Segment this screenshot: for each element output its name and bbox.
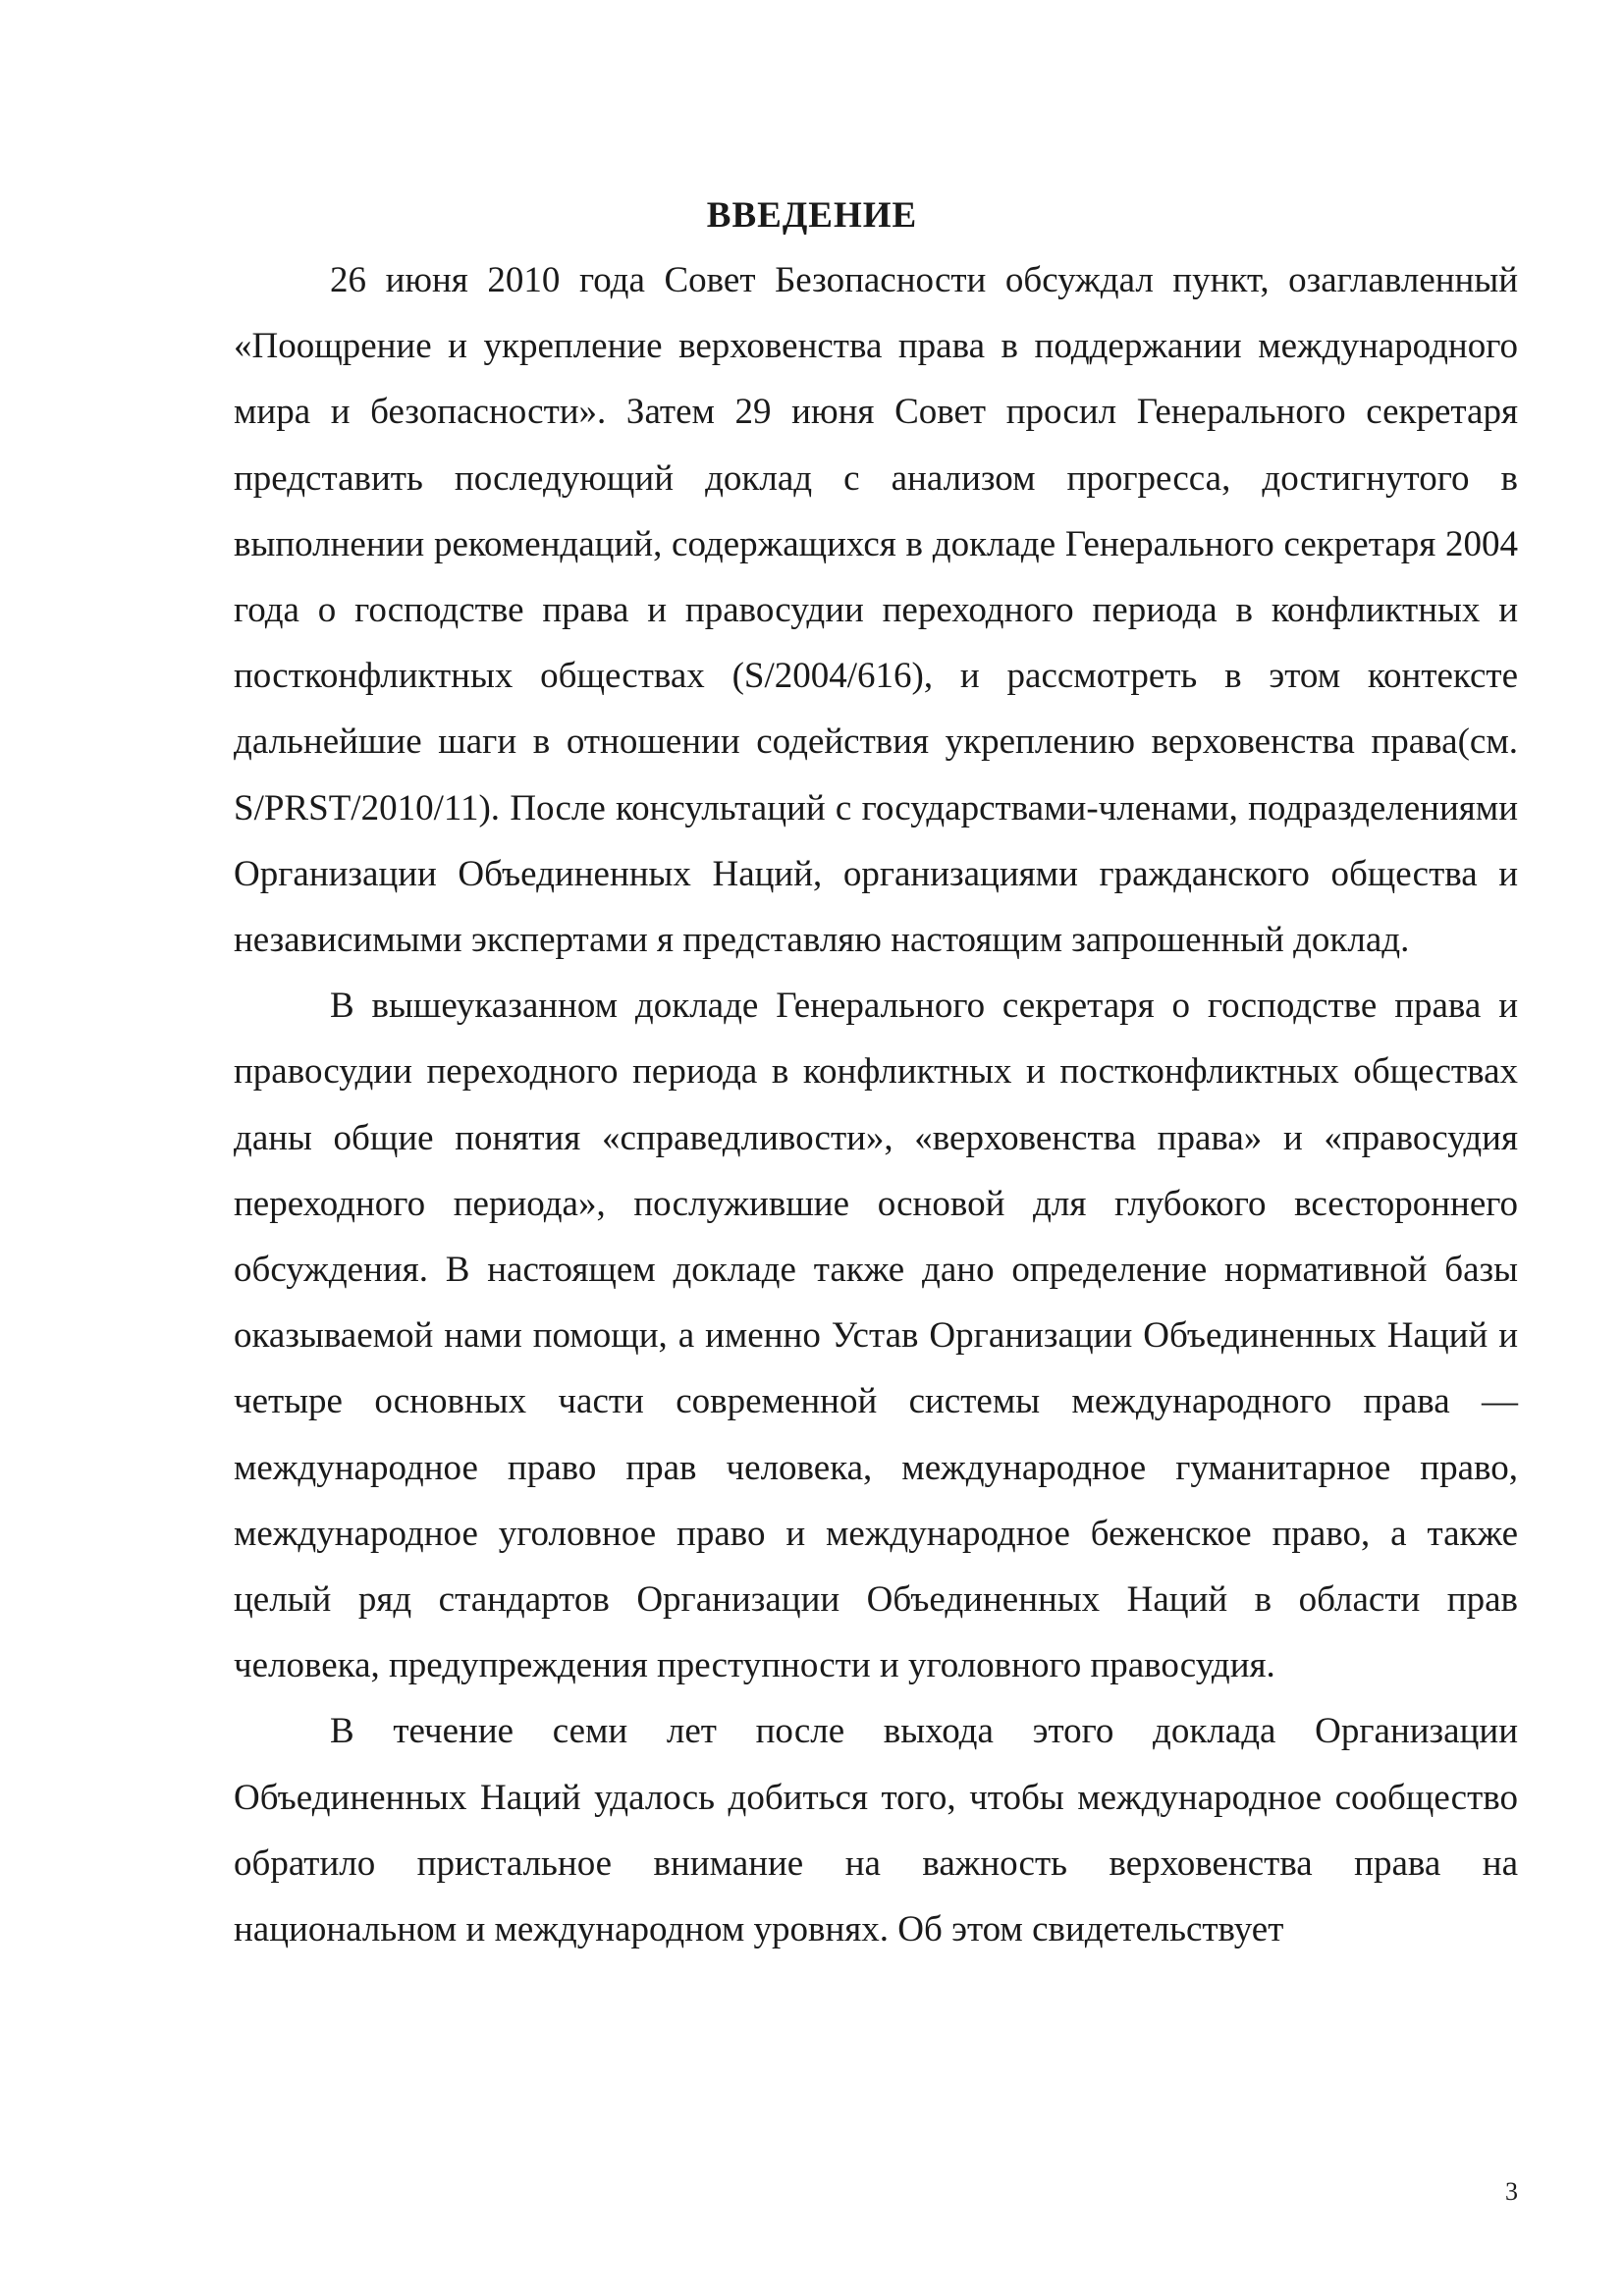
paragraph-2: В вышеуказанном докладе Генерального секретаря о господстве права и правосудии переходного периода в конфликтных и постконфликтных обществах даны общие понятия «справедливости», «верховенства права» и «правосудия переходного периода», послужившие основой для глубокого всестороннего обсуждения. В настоящем докладе также дано определение нормативной базы оказываемой нами помощи, а именно Устав Организации Объединенных Наций и четыре основных части современной системы международного права — международное право прав человека, международное гуманитарное право, международное уголовное право и международное беженское право, а также целый ряд стандартов Организации Объединенных Наций в области прав человека, предупреждения преступности и уголовного правосудия. [234,986,1518,1686]
page-number: 3 [1505,2177,1518,2206]
section-heading: ВВЕДЕНИЕ [706,195,918,236]
document-body [234,247,1518,1962]
paragraph-1: 26 июня 2010 года Совет Безопасности обсуждал пункт, озаглавленный «Поощрение и укрепление верховенства права в поддержании международного мира и безопасности». Затем 29 июня Совет просил Генерального секретаря представить последующий доклад с анализом прогресса, достигнутого в выполнении рекомендаций, содержащихся в докладе Генерального секретаря 2004 года о господстве права и правосудии переходного периода в конфликтных и постконфликтных обществах (S/2004/616), и рассмотреть в этом контексте дальнейшие шаги в отношении содействия укреплению верховенства права(см. S/PRST/2010/11). После консультаций с государствами-членами, подразделениями Организации Объединенных Наций, организациями гражданского общества и независимыми экспертами я представляю настоящим запрошенный доклад. [234,260,1518,961]
paragraph-3: В течение семи лет после выхода этого доклада Организации Объединенных Наций удалось добиться того, чтобы международное сообщество обратило пристальное внимание на важность верховенства права на национальном и международном уровнях. Об этом свидетельствует [234,1711,1518,1950]
